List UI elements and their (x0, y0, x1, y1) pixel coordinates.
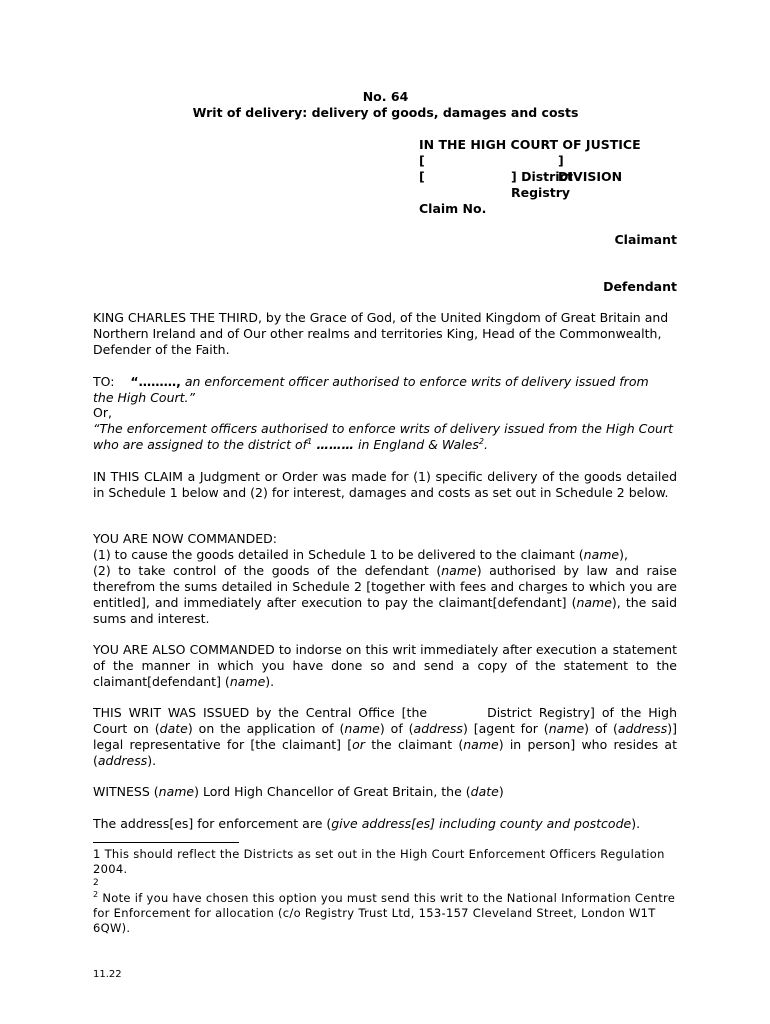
alt-end: . (483, 437, 488, 452)
claimant-label: Claimant (614, 232, 677, 247)
issued-text-j: ). (147, 753, 157, 768)
command-1-text: (1) to cause the goods detailed in Schedule 1 to be delivered to the claimant ( (93, 547, 584, 562)
issued-text-h: the claimant ( (364, 737, 464, 752)
enforcement-text-a: The address[es] for enforcement are ( (93, 816, 332, 831)
or-word: Or, (93, 405, 112, 420)
issued-paragraph (93, 705, 677, 769)
issued-name: name (344, 721, 380, 736)
court-name: IN THE HIGH COURT OF JUSTICE (419, 137, 641, 152)
command-1 (93, 547, 678, 563)
issued-text-f: ) of ( (584, 721, 618, 736)
footnote-3-text: Note if you have chosen this option you must send this writ to the National Information Centre for Enforcement for allocation (c/o Registry Trust Ltd, 153-157 Cleveland Street, London W1T 6QW). (93, 891, 676, 935)
alt-text-b: in England & Wales (354, 437, 479, 452)
command-1-end: ), (619, 547, 628, 562)
version-number: 11.22 (93, 969, 122, 980)
command-2-text: (2) to take control of the goods of the defendant ( (93, 563, 442, 578)
registry-label: ] District Registry (511, 169, 573, 200)
witness-text-b: ) Lord High Chancellor of Great Britain, the ( (194, 784, 471, 799)
alt-text: “The enforcement officers authorised to enforce writs of delivery issued from the High Court who are assigned to the district of (93, 421, 673, 452)
footnote-2-mark: 2 (93, 878, 100, 888)
issued-date: date (159, 721, 188, 736)
footnote-1-mark: 1 (93, 847, 101, 861)
witness-text-c: ) (498, 784, 504, 799)
to-dots: ………, (138, 374, 181, 389)
command-2-end: ), the said sums and interest. (93, 595, 678, 626)
command-2-name: name (441, 563, 477, 578)
footnote-1-text: This should reflect the Districts as set out in the High Court Enforcement Officers Regulation 2004. (93, 847, 665, 876)
footnote-3-mark: 2 (93, 890, 99, 900)
issued-name-3: name (463, 737, 499, 752)
registry-open-bracket: [ (419, 169, 425, 184)
issued-or: or (352, 737, 365, 752)
issued-address: address (413, 721, 463, 736)
also-commanded-end: ). (265, 674, 275, 689)
form-title: Writ of delivery: delivery of goods, damages and costs (192, 105, 579, 120)
also-commanded-text: YOU ARE ALSO COMMANDED to indorse on this writ immediately after execution a statement of the manner in which you have done so and send a copy of the statement to the claimant[defendant] ( (93, 642, 677, 689)
to-quote: “ (130, 374, 139, 389)
division-line (419, 153, 631, 184)
claim-paragraph: IN THIS CLAIM a Judgment or Order was made for (1) specific delivery of the goods detailed in Schedule 1 below and (2) for interest, damages and costs as set out in Schedule 2 below. (93, 469, 677, 500)
enforcement-italic: give address[es] including county and postcode (331, 816, 632, 831)
footnote-ref-1: 1 (307, 436, 313, 446)
division-open-bracket: [ (419, 153, 425, 168)
enforcement-paragraph (93, 816, 678, 832)
footnote-3 (93, 891, 678, 936)
issued-address-2: address (617, 721, 668, 736)
division-label: ] DIVISION (558, 153, 623, 184)
commanded-heading: YOU ARE NOW COMMANDED: (93, 531, 277, 546)
issued-text-g: )] legal representative for [the claimant] [ (93, 721, 677, 752)
issued-text-a: THIS WRIT WAS ISSUED by the Central Office [the (93, 705, 428, 720)
form-number: No. 64 (362, 89, 409, 104)
footnote-divider (93, 842, 239, 843)
witness-text-a: WITNESS ( (93, 784, 159, 799)
issued-text-c: ) on the application of ( (187, 721, 345, 736)
also-commanded-paragraph (93, 642, 677, 690)
alternative-paragraph (93, 421, 678, 453)
command-2-text-b: ) authorised by law and raise therefrom the sums detailed in Schedule 2 [together with fees and charges to which you are entitled], and immediately after execution to pay the claimant[defendant] ( (93, 563, 677, 610)
witness-date: date (470, 784, 499, 799)
issued-text-d: ) of ( (379, 721, 414, 736)
command-2-name-2: name (576, 595, 612, 610)
command-1-name: name (583, 547, 620, 562)
issued-address-3: address (97, 753, 148, 768)
preamble-paragraph: KING CHARLES THE THIRD, by the Grace of God, of the United Kingdom of Great Britain and Northern Ireland and of Our other realms and territories King, Head of the Commonwealth, Defender of the Faith. (93, 310, 669, 357)
footnote-ref-2: 2 (478, 436, 484, 446)
to-paragraph (93, 374, 673, 406)
to-text: an enforcement officer authorised to enforce writs of delivery issued from the High Court.” (93, 374, 649, 405)
also-commanded-name: name (229, 674, 266, 689)
issued-text-b: District Registry] of the High Court on ( (93, 705, 678, 736)
to-label: TO: (93, 374, 115, 389)
registry-line (419, 169, 633, 200)
issued-name-2: name (548, 721, 585, 736)
footnote-1 (93, 847, 678, 877)
issued-text-e: ) [agent for ( (462, 721, 549, 736)
witness-paragraph (93, 784, 678, 800)
claim-number-label: Claim No. (419, 201, 487, 216)
command-2 (93, 563, 677, 627)
alt-dots: ……… (312, 437, 355, 452)
issued-text-i: ) in person] who resides at ( (93, 737, 677, 768)
enforcement-text-b: ). (631, 816, 641, 831)
witness-name: name (158, 784, 195, 799)
defendant-label: Defendant (603, 279, 677, 294)
